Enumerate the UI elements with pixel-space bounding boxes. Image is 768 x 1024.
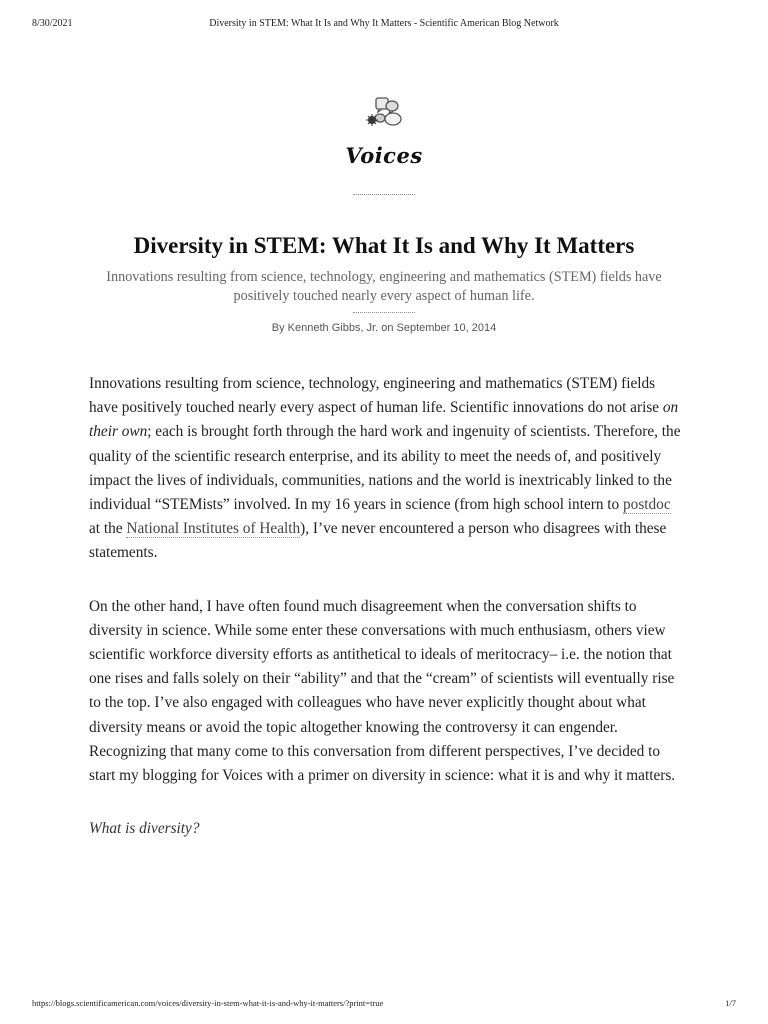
p1-text-c: at the (89, 520, 127, 538)
section-name: Voices (345, 143, 423, 168)
body-paragraph-2: On the other hand, I have often found much disagreement when the conversation shifts to diversity in science. While some enter these conversations with much enthusiasm, others view scientific workforce diversity efforts as antithetical to ideals of meritocracy– i.e. the notion that one rises and falls solely on their “ability” and that the “cream” of scientists will eventually rise to the top. I’ve also engaged with colleagues who have never explicitly thought about what diversity means or avoid the topic altogether knowing the controversy it can engender. Recognizing that many come to this conversation from different perspectives, I’ve decided to start my blogging for Voices with a primer on diversity in science: what it is and why it matters. (89, 597, 676, 785)
article-body (89, 372, 681, 870)
p1-emphasis: on their own (89, 399, 679, 441)
postdoc-link[interactable]: postdoc (623, 496, 671, 514)
print-header (32, 18, 736, 32)
page-number: 1/7 (725, 998, 736, 1008)
article-dek: Innovations resulting from science, technology, engineering and mathematics (STEM) fields have positively touched nearly every aspect of human life. (106, 269, 662, 304)
p1-text-d: ), I’ve never encountered a person who disagrees with these statements. (89, 520, 667, 562)
article-headline: Diversity in STEM: What It Is and Why It Matters (133, 233, 635, 258)
print-footer (32, 998, 736, 1010)
article-byline: By Kenneth Gibbs, Jr. on September 10, 2014 (271, 322, 497, 334)
p1-text-b: ; each is brought forth through the hard work and ingenuity of scientists. Therefore, the quality of the scientific research enterprise, and its ability to meet the needs of, and positively impact the lives of individuals, communities, nations and the world is inextricably linked to the individual “STEMists” involved. In my 16 years in science (from high school intern to (89, 423, 681, 514)
article-header (80, 232, 688, 334)
print-date: 8/30/2021 (32, 18, 73, 29)
print-url: https://blogs.scientificamerican.com/voices/diversity-in-stem-what-it-is-and-why-it-matters/?print=true (32, 998, 384, 1008)
masthead-divider (353, 194, 415, 195)
print-page-title: Diversity in STEM: What It Is and Why It Matters - Scientific American Blog Network (209, 18, 559, 29)
body-paragraph-1 (89, 372, 681, 566)
section-subhead: What is diversity? (89, 820, 200, 838)
p1-text-a: Innovations resulting from science, technology, engineering and mathematics (STEM) fields have positively touched nearly every aspect of human life. Scientific innovations do not arise (89, 375, 663, 417)
nih-link[interactable]: National Institutes of Health (126, 520, 301, 538)
voices-speech-bubbles-icon (362, 96, 406, 130)
masthead (0, 96, 768, 195)
byline-divider (353, 312, 415, 313)
